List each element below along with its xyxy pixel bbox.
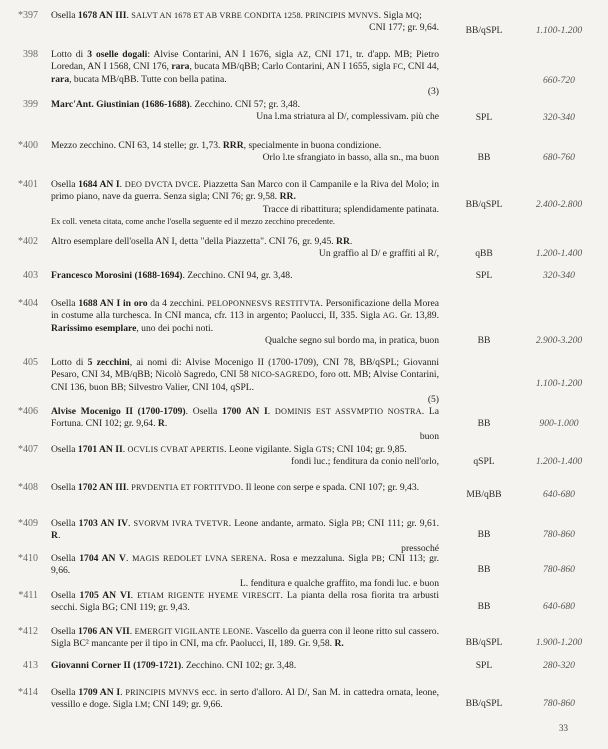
description-text: Osella (51, 444, 78, 455)
condition-note: buon (419, 430, 439, 442)
description-text: . La pianta della rosa fiorita tra arbusti secchi. Sigla BG; CNI 119; gr. 9,43. (51, 590, 439, 614)
lot-number: *402 (18, 236, 38, 247)
lot-description (51, 236, 439, 261)
highlight-text: 1704 AN V (79, 553, 126, 564)
legend-text: LM (134, 700, 148, 710)
lot-estimate: 640-680 (543, 601, 575, 612)
description-text: . (125, 553, 133, 564)
lot-description (51, 270, 439, 282)
description-text: , uno dei pochi noti. (136, 322, 214, 334)
description-text: Osella (51, 179, 79, 190)
legend-text: SALVT AN 1678 ET AB VRBE CONDITA 1258. PRINCIPIS MVNVS (131, 11, 379, 20)
highlight-text: rara (51, 73, 70, 85)
lot-number: *397 (18, 10, 38, 21)
lot-grade: BB/qSPL (465, 199, 503, 210)
lot-grade: SPL (475, 112, 493, 123)
provenance-note: Ex coll. veneta citata, come anche l'osella seguente ed il mezzo zecchino precedente. (51, 217, 336, 227)
highlight-text: 1684 AN I (78, 179, 120, 190)
description-text: , ai nomi di: Alvise Mocenigo II (1700-1709), CNI 78, BB/qSPL; Giovanni Pesaro, CNI 34, MB/qBB; Nicolò Sagredo, CNI 58 (51, 357, 440, 381)
lot-description (51, 357, 439, 407)
highlight-text: 1678 AN III (77, 10, 127, 21)
lot-description (51, 687, 439, 712)
legend-text: PB (351, 519, 362, 528)
lot-estimate: 900-1.000 (539, 418, 579, 429)
condition-note: (3) (427, 86, 439, 98)
lot-grade: BB/qSPL (465, 637, 503, 648)
legend-text: AG (382, 311, 396, 321)
lot-description (51, 10, 439, 35)
lot-number: *408 (18, 482, 38, 493)
condition-note: Un graffio al D/ e graffiti al R/, (318, 248, 439, 260)
lot-grade: qSPL (473, 456, 495, 467)
lot-grade: BB (477, 529, 491, 540)
description-text: . Rosa e mezzaluna. Sigla (264, 553, 372, 564)
condition-note: pressoché (401, 542, 439, 554)
description-text: ; (419, 10, 422, 21)
lot-number: *410 (18, 553, 38, 564)
description-text: . (267, 406, 275, 417)
lot-estimate: 780-860 (543, 564, 575, 575)
description-text: , CNI 171, tr. d'app. MB; Pietro Loredan, AN I 1568, CNI 176, (51, 49, 440, 73)
lot-number: *400 (18, 140, 38, 151)
legend-text: DEO DVCTA DVCE (124, 180, 199, 189)
description-text: . (122, 444, 128, 455)
lot-number: *406 (18, 406, 38, 417)
highlight-text: R (157, 418, 165, 430)
legend-text: PRINCIPIS MVNVS (125, 688, 200, 697)
lot-description (51, 406, 439, 443)
lot-number: *401 (18, 179, 38, 190)
lot-description (51, 444, 439, 469)
highlight-text: R. (334, 638, 344, 650)
lot-description (51, 553, 439, 590)
lot-grade: BB (477, 418, 491, 429)
lot-number: 405 (23, 357, 38, 368)
description-text: . (120, 687, 126, 698)
highlight-text: Alvise Mocenigo II (1700-1709) (51, 406, 186, 417)
description-text: . (129, 626, 135, 637)
lot-grade: SPL (475, 270, 493, 281)
description-text: Osella (51, 590, 80, 601)
highlight-text: 1705 AN VI (79, 590, 131, 601)
lot-number: 403 (23, 270, 38, 281)
description-text: . (119, 179, 125, 190)
description-text: . (164, 418, 168, 430)
condition-note: Una l.ma striatura al D/, complessivam. più che (256, 111, 439, 123)
lot-grade: BB (477, 152, 491, 163)
description-text: ; CNI 104; gr. 9,85. (331, 444, 407, 455)
description-text: , foro ott. MB; Alvise Contarini, CNI 136, buon BB; Silvestro Valier, CNI 104, qSPL. (51, 369, 439, 393)
legend-text: MQ (405, 11, 420, 20)
lot-description (51, 660, 439, 672)
lot-number: 413 (23, 660, 38, 671)
lot-grade: qBB (475, 248, 493, 259)
lot-number: *404 (18, 298, 38, 309)
legend-text: EMERGIT VIGILANTE LEONE (134, 627, 251, 636)
lot-grade: BB/qSPL (465, 698, 503, 709)
description-text: . Zecchino. CNI 57; gr. 3,48. (189, 99, 300, 110)
lot-grade: BB (477, 601, 491, 612)
lot-description (51, 482, 439, 494)
description-text: da 4 zecchini. (147, 298, 207, 309)
legend-text: PELOPONNESVS RESTITVTA (206, 299, 321, 308)
description-text: . Personificazione della Morea in costume alla turchesca. In CNI manca, cfr. 113 in argento; Paolucci, II, 335. Sigla (51, 298, 439, 322)
description-text: ; CNI 113; gr. 9,66. (51, 553, 439, 577)
lot-description (51, 49, 439, 99)
highlight-text: RRR (222, 140, 244, 151)
description-text: Osella (51, 518, 79, 529)
lot-estimate: 780-860 (543, 698, 575, 709)
highlight-text: 5 zecchini (87, 357, 130, 368)
description-text: . (349, 236, 353, 247)
lot-estimate: 2.400-2.800 (535, 199, 583, 210)
highlight-text: rara (171, 61, 190, 73)
highlight-text: Marc'Ant. Giustinian (1686-1688) (51, 99, 190, 110)
lot-estimate: 1.200-1.400 (535, 248, 583, 259)
lot-description (51, 298, 439, 348)
condition-note: fondi luc.; fenditura da conio nell'orlo, (291, 456, 439, 468)
lot-estimate: 320-340 (543, 270, 575, 281)
description-text: , specialmente in buona condizione. (243, 140, 382, 151)
legend-text: PB (371, 554, 383, 563)
highlight-text: Rarissimo esemplare (51, 322, 137, 334)
description-text: Osella (51, 626, 78, 637)
description-text: . (130, 590, 138, 601)
lot-number: 399 (23, 99, 38, 110)
highlight-text: 1703 AN IV (78, 518, 129, 529)
lot-number: *412 (18, 626, 38, 637)
condition-note: Orlo l.te sfrangiato in basso, alla sn., ma buon (262, 152, 439, 164)
lot-estimate: 680-760 (543, 152, 575, 163)
lot-description (51, 626, 439, 651)
description-text: . Vascello da guerra con il leone ritto sul cassero. Sigla BC² mancante per il tipo in CNI, ma cfr. Paolucci, II, 189. Gr. 9,58. (51, 626, 439, 650)
legend-text: GTS (315, 445, 332, 454)
description-text: Osella (51, 553, 80, 564)
lot-description (51, 99, 439, 124)
lot-number: *409 (18, 518, 38, 529)
highlight-text: Francesco Morosini (1688-1694) (51, 270, 183, 281)
description-text: . Il leone con serpe e spada. CNI 107; gr. 9,43. (240, 482, 420, 493)
lot-description (51, 518, 439, 555)
description-text: , bucata MB/qBB. Tutte con bella patina. (69, 73, 227, 85)
highlight-text: 3 oselle dogali (87, 49, 148, 60)
description-text: , bucata MB/qBB; Carlo Contarini, AN I 1655, sigla (189, 61, 393, 73)
highlight-text: RR. (279, 191, 296, 203)
lot-number: *414 (18, 687, 38, 698)
description-text: ; CNI 149; gr. 9,66. (147, 699, 223, 711)
description-text: Osella (51, 10, 78, 21)
legend-text: AZ (297, 50, 309, 59)
description-text: Osella (51, 687, 79, 698)
description-text: , CNI 44, (403, 61, 440, 73)
description-text: . (128, 518, 134, 529)
description-text: : Alvise Contarini, AN I 1676, sigla (147, 49, 298, 60)
page-number: 33 (559, 723, 568, 733)
lot-number: *407 (18, 444, 38, 455)
description-text: . Piazzetta San Marco con il Campanile e la Riva del Molo; in primo piano, nave da guerra. Senza sigla; CNI 76; gr. 9,58. (51, 179, 439, 203)
description-text: . (57, 530, 61, 542)
description-text: Mezzo zecchino. CNI 63, 14 stelle; gr. 1,73. (51, 140, 223, 151)
highlight-text: 1701 AN II (77, 444, 123, 455)
lot-estimate: 320-340 (543, 112, 575, 123)
description-text: . La Fortuna. CNI 102; gr. 9,64. (51, 406, 440, 430)
description-text: . Sigla (378, 10, 406, 21)
description-text: . Zecchino. CNI 102; gr. 3,48. (181, 660, 297, 671)
description-text: Lotto di (51, 357, 88, 368)
description-text: . (126, 10, 132, 21)
lot-grade: BB (477, 335, 491, 346)
condition-note: Qualche segno sul bordo ma, in pratica, buon (265, 335, 439, 347)
lot-estimate: 1.100-1.200 (535, 25, 583, 36)
condition-note: CNI 177; gr. 9,64. (369, 22, 439, 34)
lot-number: 398 (23, 49, 38, 60)
highlight-text: 1709 AN I (78, 687, 121, 698)
description-text: ecc. in serto d'alloro. Al D/, San M. in cattedra ornata, leone, vessillo e doge. Sigla (51, 687, 440, 711)
lot-description (51, 140, 439, 165)
lot-grade: SPL (475, 660, 493, 671)
lot-grade: MB/qBB (466, 489, 502, 500)
legend-text: MAGIS REDOLET LVNA SERENA (132, 554, 265, 563)
description-text: . Zecchino. CNI 94, gr. 3,48. (182, 270, 293, 281)
highlight-text: RR (336, 236, 350, 247)
lot-grade: BB (477, 564, 491, 575)
lot-estimate: 280-320 (543, 660, 575, 671)
legend-text: OCVLIS CVBAT APERTIS (127, 445, 225, 454)
condition-note: L. fenditura e qualche graffito, ma fondi luc. e buon (239, 577, 439, 589)
legend-text: NICO-SAGREDO (251, 370, 315, 380)
legend-text: DOMINIS EST ASSVMPTIO NOSTRA (274, 407, 422, 416)
lot-estimate: 2.900-3.200 (535, 335, 583, 346)
condition-note: (5) (427, 394, 439, 406)
description-text: Osella (51, 482, 78, 493)
lot-description (51, 179, 439, 229)
description-text: Lotto di (51, 49, 88, 60)
lot-estimate: 780-860 (543, 529, 575, 540)
highlight-text: 1688 AN I in oro (78, 298, 148, 309)
legend-text: PRVDENTIA ET FORTITVDO (131, 483, 241, 492)
description-text: Osella (51, 298, 79, 309)
description-text: Altro esemplare dell'osella AN I, detta "della Piazzetta". CNI 76, gr. 9,45. (51, 236, 337, 247)
legend-text: SVORVM IVRA TVETVR (133, 519, 229, 528)
lot-grade: BB/qSPL (465, 25, 503, 36)
description-text: . (126, 482, 132, 493)
lot-number: *411 (18, 590, 38, 601)
lot-estimate: 1.100-1.200 (535, 378, 583, 389)
lot-estimate: 660-720 (543, 75, 575, 86)
description-text: . Osella (185, 406, 223, 417)
lot-estimate: 1.900-1.200 (535, 637, 583, 648)
lot-description (51, 590, 439, 615)
lot-estimate: 640-680 (543, 489, 575, 500)
condition-note: Tracce di ribattitura; splendidamente patinata. (262, 203, 439, 215)
highlight-text: Giovanni Corner II (1709-1721) (51, 660, 182, 671)
highlight-text: 1702 AN III (77, 482, 127, 493)
description-text: . Leone vigilante. Sigla (224, 444, 316, 455)
description-text: . Gr. 13,89. (395, 310, 439, 322)
description-text: ; CNI 111; gr. 9,61. (362, 518, 439, 529)
highlight-text: R (51, 530, 58, 542)
highlight-text: 1706 AN VII (78, 626, 130, 637)
lot-estimate: 1.200-1.400 (535, 456, 583, 467)
legend-text: ETIAM RIGENTE HYEME VIRESCIT (137, 591, 281, 600)
description-text: . Leone andante, armato. Sigla (228, 518, 352, 529)
legend-text: FC (392, 62, 404, 72)
highlight-text: 1700 AN I (222, 406, 268, 417)
